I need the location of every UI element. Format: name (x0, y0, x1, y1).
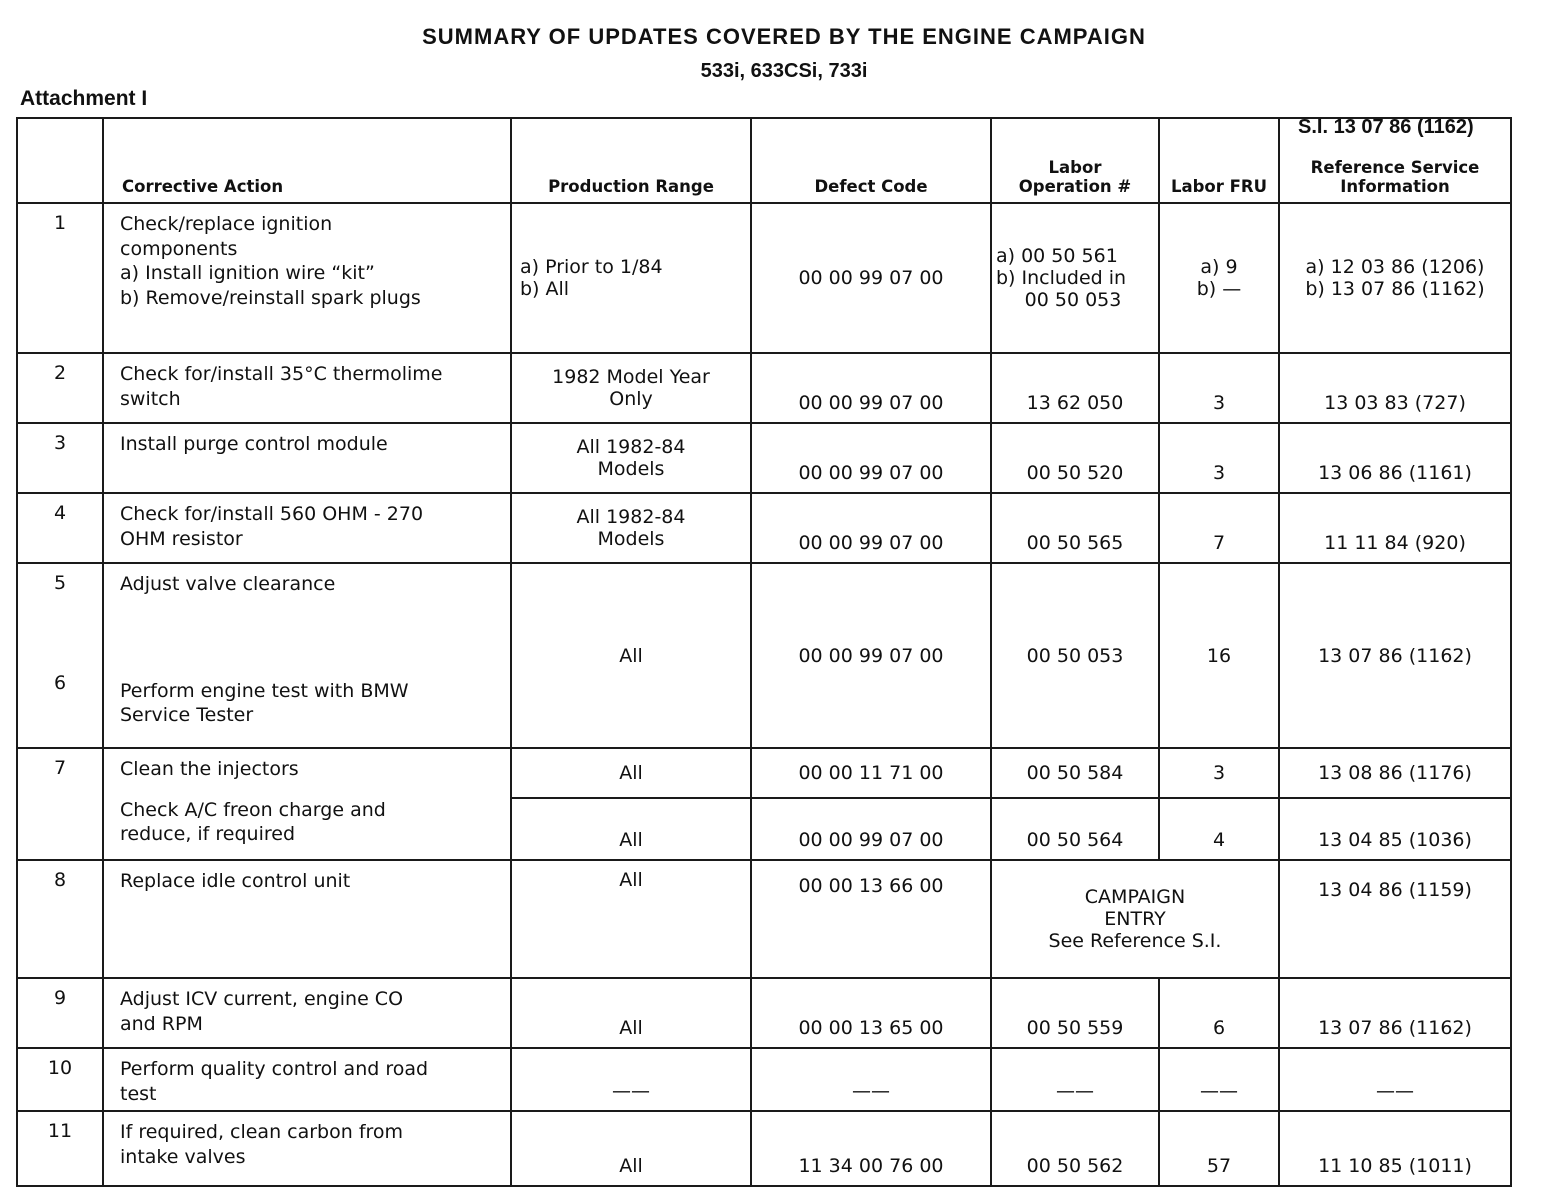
action-line: Service Tester (120, 704, 254, 727)
header-corrective-action: Corrective Action (103, 118, 511, 203)
reference-si: 11 11 84 (920) (1279, 493, 1511, 563)
production-line: 1982 Model Year (552, 366, 710, 388)
labor-op-line: 00 50 053 (1024, 289, 1122, 311)
labor-fru: 57 (1159, 1111, 1279, 1186)
reference-si: 13 04 85 (1036) (1279, 798, 1511, 860)
action-line: Adjust ICV current, engine CO (120, 988, 404, 1010)
table-row (17, 493, 1511, 563)
action-line: Check/replace ignition (120, 213, 333, 235)
reference-si: 13 04 86 (1159) (1279, 860, 1511, 978)
production-line: Models (597, 458, 665, 480)
labor-op-line: b) Included in (996, 267, 1127, 289)
production-range: All (511, 860, 751, 978)
defect-code: 00 00 13 65 00 (751, 978, 991, 1048)
table-row (17, 563, 1511, 748)
production-range (511, 203, 751, 353)
defect-code: 00 00 99 07 00 (751, 493, 991, 563)
defect-code: 00 00 99 07 00 (751, 798, 991, 860)
labor-operation: —— (991, 1048, 1159, 1111)
action-line: Perform engine test with BMW (120, 679, 409, 702)
production-range: All (511, 1111, 751, 1186)
campaign-line: See Reference S.I. (1048, 930, 1222, 952)
corrective-action (103, 978, 511, 1048)
row-number: 11 (17, 1111, 103, 1186)
action-line: components (120, 237, 238, 260)
reference-si (1279, 203, 1511, 353)
fru-line: b) — (1196, 278, 1242, 300)
production-range: All (511, 563, 751, 748)
table-row (17, 860, 1511, 978)
action-line: switch (120, 387, 181, 410)
production-range: All (511, 978, 751, 1048)
corrective-action (103, 203, 511, 353)
defect-code: 11 34 00 76 00 (751, 1111, 991, 1186)
defect-code: —— (751, 1048, 991, 1111)
production-line: All 1982-84 (576, 436, 686, 458)
campaign-line: ENTRY (1104, 908, 1166, 930)
action-line: Check for/install 35°C thermolime (120, 363, 443, 385)
corrective-action (103, 1111, 511, 1186)
production-range: All (511, 748, 751, 798)
reference-si: 13 07 86 (1162) (1279, 978, 1511, 1048)
labor-fru: 6 (1159, 978, 1279, 1048)
action-line: b) Remove/reinstall spark plugs (120, 287, 421, 310)
labor-operation: 00 50 559 (991, 978, 1159, 1048)
corrective-action (103, 493, 511, 563)
corrective-action: Replace idle control unit (103, 860, 511, 978)
production-line: a) Prior to 1/84 (520, 256, 663, 278)
action-line: Adjust valve clearance (120, 573, 336, 595)
labor-operation: 00 50 564 (991, 798, 1159, 860)
header-labor-operation: Labor Operation # (991, 118, 1159, 203)
corrective-action (103, 563, 511, 748)
row-number: 1 (17, 203, 103, 353)
si-reference: S.I. 13 07 86 (1162) (1298, 116, 1474, 138)
production-range (511, 353, 751, 423)
header-reference-si: Reference Service Information (1279, 118, 1511, 203)
action-line: OHM resistor (120, 527, 243, 550)
production-line: Models (597, 528, 665, 550)
fru-line: a) 9 (1200, 256, 1238, 278)
action-line: intake valves (120, 1146, 246, 1169)
row-number-6: 6 (53, 672, 67, 694)
row-number: 8 (17, 860, 103, 978)
header-labor-fru: Labor FRU (1159, 118, 1279, 203)
production-line: b) All (520, 278, 570, 300)
production-line: All 1982-84 (576, 506, 686, 528)
labor-fru: 7 (1159, 493, 1279, 563)
table-row (17, 1048, 1511, 1111)
labor-fru: 4 (1159, 798, 1279, 860)
row-number-5: 5 (53, 572, 67, 594)
labor-op-line: a) 00 50 561 (996, 245, 1118, 267)
table-row (17, 423, 1511, 493)
campaign-table (16, 117, 1512, 1187)
labor-fru: 3 (1159, 353, 1279, 423)
labor-fru: 3 (1159, 423, 1279, 493)
action-line: test (120, 1082, 157, 1105)
defect-code: 00 00 99 07 00 (751, 563, 991, 748)
labor-operation (991, 203, 1159, 353)
row-number: 4 (17, 493, 103, 563)
labor-operation: 00 50 520 (991, 423, 1159, 493)
defect-code: 00 00 99 07 00 (751, 353, 991, 423)
corrective-action (103, 1048, 511, 1111)
action-line: If required, clean carbon from (120, 1121, 404, 1144)
row-number: 3 (17, 423, 103, 493)
production-range: All (511, 798, 751, 860)
production-range: —— (511, 1048, 751, 1111)
reference-line: b) 13 07 86 (1162) (1305, 278, 1485, 300)
campaign-entry (991, 860, 1279, 978)
labor-fru (1159, 203, 1279, 353)
labor-fru: 3 (1159, 748, 1279, 798)
corrective-action (103, 353, 511, 423)
labor-operation: 13 62 050 (991, 353, 1159, 423)
production-range (511, 493, 751, 563)
action-line: a) Install ignition wire “kit” (120, 262, 375, 285)
production-range (511, 423, 751, 493)
table-row (17, 203, 1511, 353)
defect-code: 00 00 13 66 00 (751, 860, 991, 978)
defect-code: 00 00 99 07 00 (751, 423, 991, 493)
document-subtitle: 533i, 633CSi, 733i (700, 60, 868, 82)
campaign-line: CAMPAIGN (1084, 886, 1186, 908)
row-number: 2 (17, 353, 103, 423)
header-number (17, 118, 103, 203)
reference-si: 11 10 85 (1011) (1279, 1111, 1511, 1186)
action-line: and RPM (120, 1012, 203, 1035)
row-number (17, 563, 103, 748)
reference-si: 13 08 86 (1176) (1279, 748, 1511, 798)
table-row (17, 748, 1511, 798)
labor-fru: 16 (1159, 563, 1279, 748)
corrective-action: Install purge control module (103, 423, 511, 493)
header-defect-code: Defect Code (751, 118, 991, 203)
table-row (17, 353, 1511, 423)
action-line: Perform quality control and road (120, 1058, 429, 1080)
reference-si: —— (1279, 1048, 1511, 1111)
action-line: Check for/install 560 OHM - 270 (120, 503, 424, 525)
action-line: Check A/C freon charge and (120, 798, 386, 821)
action-line: Clean the injectors (120, 758, 299, 780)
defect-code: 00 00 99 07 00 (751, 203, 991, 353)
attachment-label: Attachment I (20, 87, 148, 110)
defect-code: 00 00 11 71 00 (751, 748, 991, 798)
labor-operation: 00 50 565 (991, 493, 1159, 563)
action-line: reduce, if required (120, 823, 296, 846)
reference-line: a) 12 03 86 (1206) (1305, 256, 1485, 278)
reference-si: 13 03 83 (727) (1279, 353, 1511, 423)
reference-si: 13 07 86 (1162) (1279, 563, 1511, 748)
reference-si: 13 06 86 (1161) (1279, 423, 1511, 493)
row-number: 10 (17, 1048, 103, 1111)
header-production-range: Production Range (511, 118, 751, 203)
labor-fru: —— (1159, 1048, 1279, 1111)
labor-operation: 00 50 053 (991, 563, 1159, 748)
labor-operation: 00 50 584 (991, 748, 1159, 798)
labor-operation: 00 50 562 (991, 1111, 1159, 1186)
table-row (17, 1111, 1511, 1186)
table-row (17, 978, 1511, 1048)
production-line: Only (609, 388, 653, 410)
document-title: SUMMARY OF UPDATES COVERED BY THE ENGINE CAMPAIGN (422, 24, 1146, 49)
corrective-action (103, 748, 511, 860)
row-number: 7 (17, 748, 103, 860)
row-number: 9 (17, 978, 103, 1048)
header-row (17, 118, 1511, 203)
